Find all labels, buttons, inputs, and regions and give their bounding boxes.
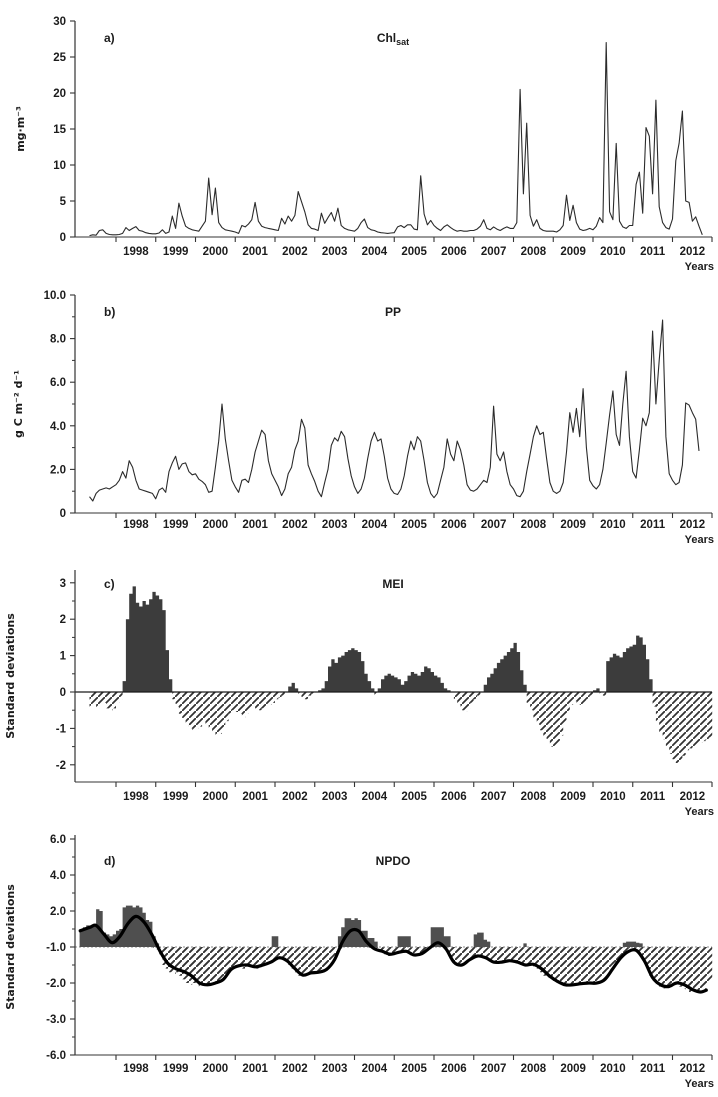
x-tick-label: 1999: [162, 1063, 189, 1075]
x-axis-title: Years: [684, 1078, 714, 1090]
npdo-positive-bars: [80, 906, 713, 947]
x-tick-label: 2012: [679, 1063, 706, 1075]
x-tick-label: 1998: [123, 519, 149, 531]
x-tick-label: 2007: [480, 519, 507, 531]
x-tick-label: 2010: [600, 1063, 626, 1075]
y-tick-label: 0: [59, 508, 66, 520]
x-tick-label: 2000: [202, 791, 229, 803]
y-tick-label: 4.0: [50, 870, 66, 882]
y-tick-label: 0: [59, 687, 66, 699]
panel-title: PP: [384, 305, 402, 319]
panel-d-chart: [0, 820, 718, 1097]
x-tick-label: 2011: [640, 1063, 666, 1075]
x-tick-label: 2000: [202, 519, 229, 531]
y-tick-label: 0: [59, 232, 66, 244]
x-tick-label: 2001: [242, 246, 268, 258]
panel-c-chart: [0, 550, 718, 820]
panel-letter: a): [104, 31, 115, 45]
x-tick-label: 1999: [162, 519, 189, 531]
y-tick-label: 5: [59, 196, 66, 208]
y-axis-title: Standard deviations: [4, 613, 17, 739]
x-tick-label: 2002: [282, 519, 308, 531]
panel-title: Chl$_{sat}$: [376, 31, 410, 47]
panel-c: [0, 550, 718, 820]
panel-letter: b): [104, 305, 116, 319]
x-tick-label: 2009: [560, 791, 586, 803]
x-tick-label: 2010: [600, 246, 626, 258]
x-tick-label: 2006: [441, 519, 467, 531]
x-tick-label: 2011: [640, 246, 666, 258]
y-tick-label: -1: [55, 723, 66, 736]
y-tick-label: 2.0: [50, 464, 66, 477]
x-tick-label: 2008: [520, 791, 547, 803]
y-axis-title: Standard deviations: [4, 884, 17, 1010]
x-tick-label: 2008: [520, 1063, 547, 1075]
x-tick-label: 2009: [560, 519, 586, 531]
x-tick-label: 2004: [361, 246, 388, 258]
y-tick-label: 15: [53, 124, 66, 136]
x-tick-label: 2012: [679, 791, 706, 803]
x-axis-title: Years: [684, 534, 714, 546]
x-axis-title: Years: [684, 806, 714, 818]
y-tick-label: 20: [53, 88, 66, 100]
mei-negative-hatched-area: [90, 692, 713, 763]
mei-positive-bars: [90, 586, 713, 692]
y-tick-label: 10.0: [43, 290, 66, 302]
y-tick-label: 1: [59, 650, 66, 663]
x-tick-label: 2008: [520, 519, 547, 531]
panel-d: [0, 820, 718, 1097]
chl-line-series: [90, 43, 703, 236]
x-tick-label: 1998: [123, 1063, 149, 1075]
x-tick-label: 2001: [242, 519, 268, 531]
y-axis-title: mg·m⁻³: [14, 106, 27, 152]
panel-b-chart: [0, 280, 718, 550]
x-tick-label: 2005: [401, 246, 427, 258]
x-tick-label: 2006: [441, 246, 467, 258]
y-tick-label: 8.0: [50, 333, 66, 346]
x-tick-label: 2004: [361, 519, 388, 531]
panel-a-chart: [0, 0, 718, 280]
panel-a: [0, 0, 718, 280]
x-tick-label: 2007: [480, 791, 507, 803]
panel-letter: c): [104, 577, 115, 591]
x-tick-label: 2012: [679, 519, 706, 531]
y-tick-label: -2.0: [46, 978, 66, 990]
x-tick-label: 1999: [162, 791, 189, 803]
x-tick-label: 2001: [242, 791, 268, 803]
x-tick-label: 2003: [321, 1063, 348, 1075]
y-tick-label: -2: [55, 759, 66, 772]
x-tick-label: 2009: [560, 1063, 586, 1075]
y-tick-label: 6.0: [50, 377, 66, 390]
x-tick-label: 2008: [520, 246, 547, 258]
y-tick-label: -1.0: [46, 942, 66, 954]
x-tick-label: 2003: [321, 519, 348, 531]
y-tick-label: 25: [53, 52, 66, 64]
y-tick-label: 2: [59, 614, 66, 627]
y-axis-title: g C m⁻² d⁻¹: [12, 369, 25, 439]
x-tick-label: 2009: [560, 246, 586, 258]
x-tick-label: 2004: [361, 791, 388, 803]
y-tick-label: 2.0: [50, 906, 66, 918]
x-tick-label: 2006: [441, 791, 467, 803]
panel-title: MEI: [382, 577, 404, 591]
x-tick-label: 2010: [600, 519, 626, 531]
x-tick-label: 1998: [123, 246, 149, 258]
y-tick-label: 10: [53, 160, 66, 172]
x-tick-label: 2000: [202, 246, 229, 258]
x-tick-label: 2005: [401, 519, 427, 531]
x-tick-label: 2004: [361, 1063, 388, 1075]
x-tick-label: 2001: [242, 1063, 268, 1075]
x-tick-label: 2003: [321, 791, 348, 803]
x-tick-label: 2012: [679, 246, 706, 258]
x-tick-label: 2005: [401, 1063, 427, 1075]
x-tick-label: 2002: [282, 246, 308, 258]
x-tick-label: 1999: [162, 246, 189, 258]
x-tick-label: 2006: [441, 1063, 467, 1075]
x-tick-label: 1998: [123, 791, 149, 803]
panel-b: [0, 280, 718, 550]
pp-line-series: [90, 320, 700, 501]
y-tick-label: 6.0: [50, 834, 66, 846]
x-tick-label: 2000: [202, 1063, 229, 1075]
panel-letter: d): [104, 854, 116, 868]
y-tick-label: -3.0: [46, 1014, 66, 1026]
x-axis-title: Years: [684, 261, 714, 273]
x-tick-label: 2007: [480, 246, 507, 258]
y-tick-label: 3: [59, 577, 66, 590]
x-tick-label: 2007: [480, 1063, 507, 1075]
panel-title: NPDO: [375, 854, 411, 868]
x-tick-label: 2011: [640, 519, 666, 531]
y-tick-label: -6.0: [46, 1050, 66, 1062]
x-tick-label: 2002: [282, 1063, 308, 1075]
x-tick-label: 2002: [282, 791, 308, 803]
x-tick-label: 2010: [600, 791, 626, 803]
x-tick-label: 2003: [321, 246, 348, 258]
x-tick-label: 2011: [640, 791, 666, 803]
y-tick-label: 4.0: [50, 420, 66, 433]
x-tick-label: 2005: [401, 791, 427, 803]
y-tick-label: 30: [53, 16, 66, 28]
